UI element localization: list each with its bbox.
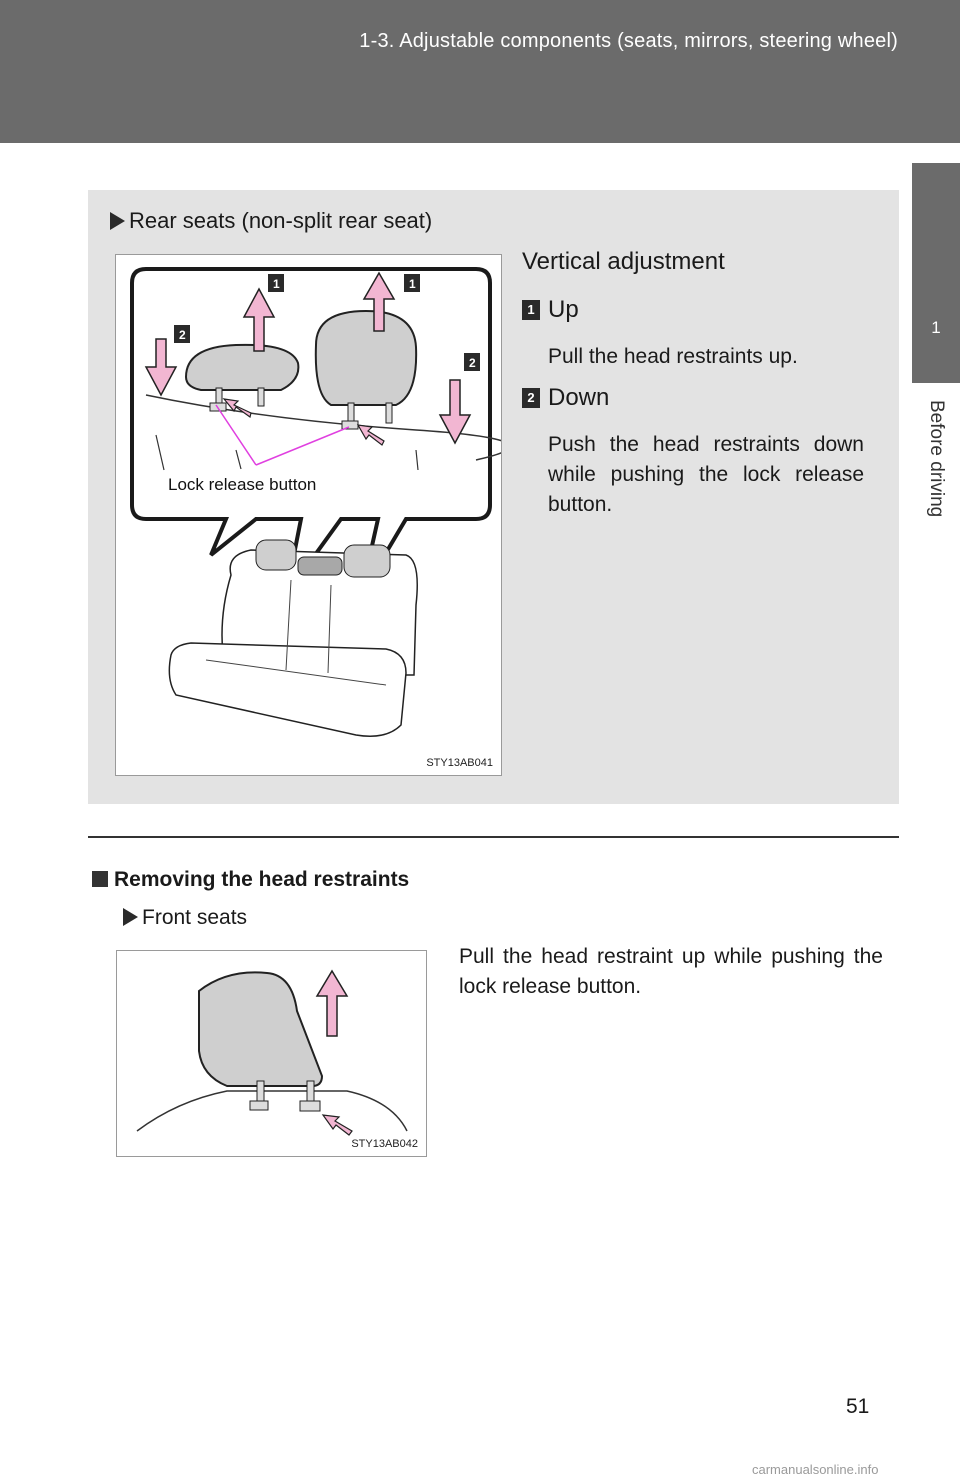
figure-code: STY13AB042	[351, 1138, 418, 1150]
chapter-label: Before driving	[926, 400, 947, 518]
right-post-2	[386, 403, 392, 423]
lock-release-label: Lock release button	[168, 475, 317, 494]
triangle-bullet-icon	[123, 908, 138, 926]
page-number: 51	[846, 1395, 870, 1418]
mini-headrest-left	[256, 540, 296, 570]
left-headrest	[186, 345, 298, 390]
seat-top-line	[137, 1091, 407, 1131]
removing-title: Removing the head restraints	[92, 868, 409, 892]
item-up-desc: Pull the head restraints up.	[548, 345, 798, 368]
watermark[interactable]: carmanualsonline.info	[752, 1462, 879, 1477]
left-post-2	[258, 388, 264, 406]
badge-1-right: 1	[409, 277, 416, 291]
rear-seat-cushion	[169, 643, 406, 736]
front-headrest	[199, 972, 322, 1086]
up-arrow	[317, 971, 347, 1036]
front-seat-figure	[116, 950, 427, 1157]
item-up	[522, 296, 579, 324]
right-lock	[342, 421, 358, 429]
section-title: 1-3. Adjustable components (seats, mirrors, steering wheel)	[359, 30, 898, 52]
lock-right	[300, 1101, 320, 1111]
badge-2-icon: 2	[522, 388, 540, 408]
rear-seats-panel	[88, 190, 899, 804]
badge-2-left: 2	[179, 328, 186, 342]
mini-headrest-center	[298, 557, 342, 575]
figure-code: STY13AB041	[426, 757, 493, 769]
item-down-desc: Push the head restraints down while pushing the lock release button.	[548, 433, 864, 516]
rear-seat-illustration	[116, 255, 501, 775]
push-arrow	[323, 1115, 352, 1135]
vertical-adjustment-title: Vertical adjustment	[522, 248, 725, 275]
chapter-number: 1	[931, 318, 941, 337]
item-down	[522, 384, 609, 412]
front-seat-illustration	[117, 951, 426, 1156]
badge-1-left: 1	[273, 277, 280, 291]
page-header	[0, 0, 960, 143]
lock-left	[250, 1101, 268, 1110]
triangle-bullet-icon	[110, 212, 125, 230]
square-bullet-icon	[92, 871, 108, 887]
right-headrest	[316, 311, 416, 405]
item-up-label: Up	[548, 296, 579, 323]
badge-1-icon: 1	[522, 300, 540, 320]
mini-headrest-right	[344, 545, 390, 577]
chapter-tab	[912, 163, 960, 383]
rear-seats-heading: Rear seats (non-split rear seat)	[110, 208, 432, 234]
section-divider	[88, 836, 899, 838]
rear-seat-figure	[115, 254, 502, 776]
front-seats-desc: Pull the head restraint up while pushing the lock release button.	[459, 945, 883, 998]
front-seats-heading: Front seats	[123, 906, 247, 930]
right-post-1	[348, 403, 354, 423]
badge-2-right: 2	[469, 356, 476, 370]
item-down-label: Down	[548, 384, 610, 411]
